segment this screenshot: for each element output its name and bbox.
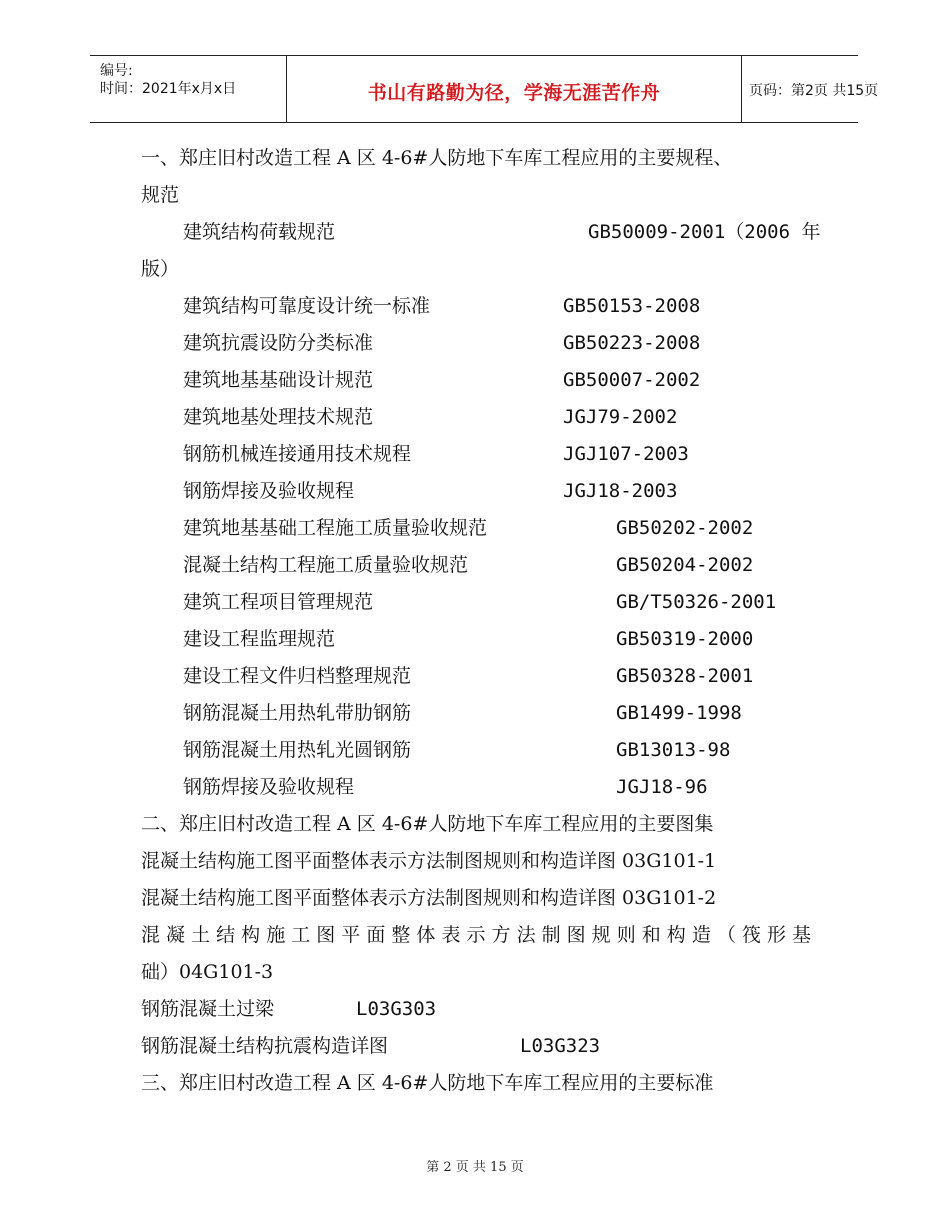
standard-code: GB50007-2002 xyxy=(563,369,701,391)
standard-name: 建筑结构可靠度设计统一标准 xyxy=(183,295,431,317)
standard-name: 建筑地基处理技术规范 xyxy=(183,406,374,428)
standard-name: 钢筋混凝土用热轧带肋钢筋 xyxy=(183,702,412,724)
atlas-line: 混凝土结构施工图平面整体表示方法制图规则和构造详图 03G101-1 xyxy=(141,850,717,872)
page-footer: 第 2 页 共 15 页 xyxy=(426,1160,524,1175)
section1-title: 一、郑庄旧村改造工程 A 区 4-6#人防地下车库工程应用的主要规程、 xyxy=(141,147,733,169)
load-spec-code: GB50009-2001（2006 年 xyxy=(588,221,821,243)
section3-title: 三、郑庄旧村改造工程 A 区 4-6#人防地下车库工程应用的主要标准 xyxy=(141,1072,714,1094)
header-page-info: 页码：第2页 共15页 xyxy=(749,83,879,99)
standard-name: 建设工程文件归档整理规范 xyxy=(183,665,412,687)
atlas-name: 钢筋混凝土结构抗震构造详图 xyxy=(141,1035,389,1057)
standard-code: GB50328-2001 xyxy=(616,665,754,687)
standard-name: 混凝土结构工程施工质量验收规范 xyxy=(183,554,469,576)
standard-code: GB1499-1998 xyxy=(616,702,742,724)
standard-name: 建设工程监理规范 xyxy=(183,628,336,650)
load-spec-name: 建筑结构荷载规范 xyxy=(183,221,336,243)
load-spec-cont: 版） xyxy=(141,258,180,280)
atlas-line: 混凝土结构施工图平面整体表示方法制图规则和构造详图 03G101-2 xyxy=(141,887,717,909)
standard-code: JGJ79-2002 xyxy=(563,406,678,428)
standard-name: 钢筋焊接及验收规程 xyxy=(183,776,355,798)
atlas-code: L03G323 xyxy=(520,1035,601,1057)
standard-code: GB13013-98 xyxy=(616,739,731,761)
atlas-name: 钢筋混凝土过梁 xyxy=(141,998,275,1020)
atlas-code: L03G303 xyxy=(356,998,437,1020)
header-motto: 书山有路勤为径，学海无涯苦作舟 xyxy=(367,82,661,104)
atlas-line: 混凝土结构施工图平面整体表示方法制图规则和构造（筏形基 xyxy=(141,924,811,946)
standard-code: GB50153-2008 xyxy=(563,295,701,317)
standard-code: GB50319-2000 xyxy=(616,628,754,650)
standard-code: JGJ18-2003 xyxy=(563,480,678,502)
section2-title: 二、郑庄旧村改造工程 A 区 4-6#人防地下车库工程应用的主要图集 xyxy=(141,813,714,835)
number-label: 编号: xyxy=(100,63,133,79)
standard-name: 建筑地基基础工程施工质量验收规范 xyxy=(183,517,488,539)
standard-code: GB/T50326-2001 xyxy=(616,591,777,613)
standard-code: GB50204-2002 xyxy=(616,554,754,576)
section1-title-cont: 规范 xyxy=(141,184,180,206)
standard-name: 钢筋混凝土用热轧光圆钢筋 xyxy=(183,739,412,761)
standard-name: 钢筋焊接及验收规程 xyxy=(183,480,355,502)
time-label: 时间：2021年x月x日 xyxy=(100,81,237,97)
standard-code: GB50223-2008 xyxy=(563,332,701,354)
standard-code: GB50202-2002 xyxy=(616,517,754,539)
standard-name: 建筑工程项目管理规范 xyxy=(183,591,374,613)
standard-code: JGJ18-96 xyxy=(616,776,708,798)
standard-name: 建筑抗震设防分类标准 xyxy=(183,332,374,354)
standard-name: 建筑地基基础设计规范 xyxy=(183,369,374,391)
standard-code: JGJ107-2003 xyxy=(563,443,689,465)
atlas-line-cont: 础）04G101-3 xyxy=(141,961,274,983)
standard-name: 钢筋机械连接通用技术规程 xyxy=(183,443,412,465)
